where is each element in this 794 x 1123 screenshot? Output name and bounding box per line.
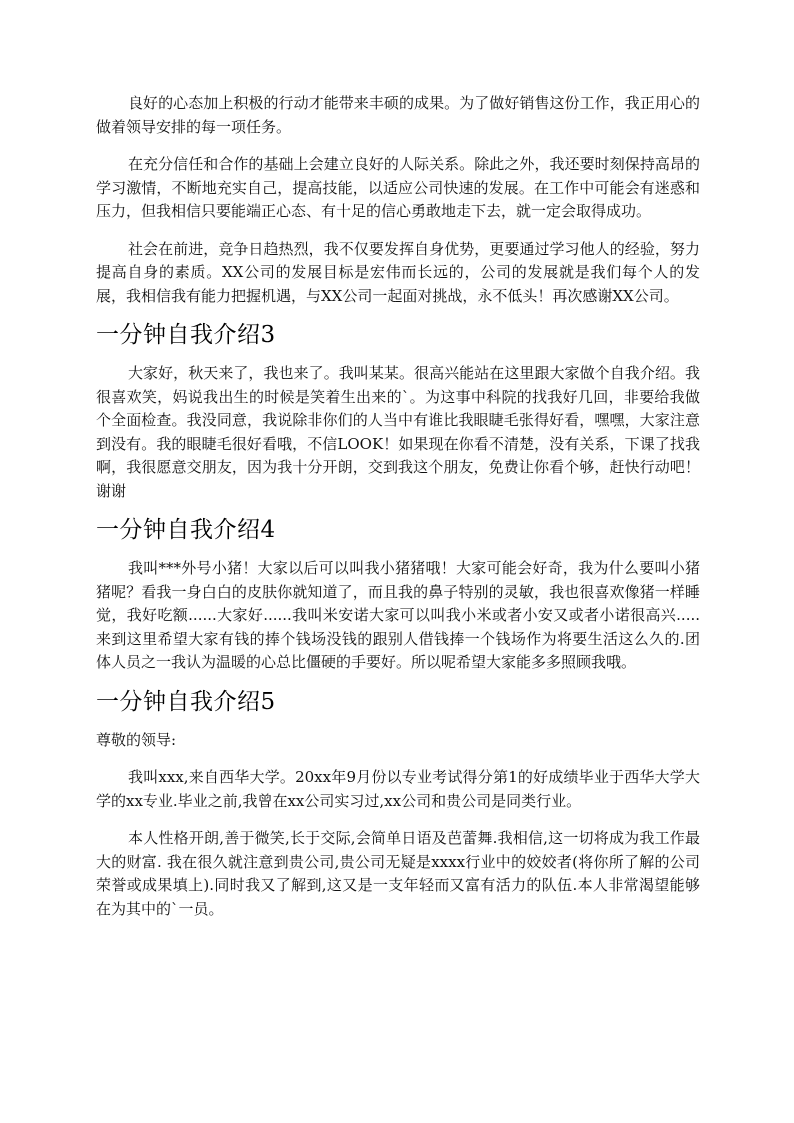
paragraph-personality: 本人性格开朗,善于微笑,长于交际,会简单日语及芭蕾舞.我相信,这一切将成为我工作最大的财富. 我在很久就注意到贵公司,贵公司无疑是xxxx行业中的姣姣者(将你所了解的公司荣誉或成果填上).同时我又了解到,这又是一支年轻而又富有活力的队伍.本人非常渴望能够在为其中的`一员。 <box>96 829 700 918</box>
heading-self-intro-4: 一分钟自我介绍4 <box>96 517 276 543</box>
paragraph-sales-attitude: 良好的心态加上积极的行动才能带来丰硕的成果。为了做好销售这份工作，我正用心的做着领导安排的每一项任务。 <box>96 94 700 136</box>
paragraph-education: 我叫xxx,来自西华大学。20xx年9月份以专业考试得分第1的好成绩毕业于西华大学大学的xx专业.毕业之前,我曾在xx公司实习过,xx公司和贵公司是同类行业。 <box>96 768 700 810</box>
paragraph-relationships: 在充分信任和合作的基础上会建立良好的人际关系。除此之外，我还要时刻保持高昂的学习激情，不断地充实自己，提高技能，以适应公司快速的发展。在工作中可能会有迷惑和压力，但我相信只要能端正心态、有十足的信心勇敢地走下去，就一定会取得成功。 <box>96 155 700 220</box>
paragraph-self-intro-3: 大家好，秋天来了，我也来了。我叫某某。很高兴能站在这里跟大家做个自我介绍。我很喜欢笑，妈说我出生的时候是笑着生出来的`。为这事中科院的找我好几回，非要给我做个全面检查。我没同意，我说除非你们的人当中有谁比我眼睫毛张得好看，嘿嘿，大家注意到没有。我的眼睫毛很好看哦，不信LOOK！如果现在你看不清楚，没有关系，下课了找我啊，我很愿意交朋友，因为我十分开朗，交到我这个朋友，免费让你看个够，赶快行动吧！谢谢 <box>96 364 700 500</box>
salutation: 尊敬的领导: <box>96 730 177 749</box>
paragraph-society-progress: 社会在前进，竞争日趋热烈，我不仅要发挥自身优势，更要通过学习他人的经验，努力提高自身的素质。XX公司的发展目标是宏伟而长远的，公司的发展就是我们每个人的发展，我相信我有能力把握机遇，与XX公司一起面对挑战，永不低头！再次感谢XX公司。 <box>96 239 700 305</box>
document-page <box>96 92 700 921</box>
heading-self-intro-3: 一分钟自我介绍3 <box>96 322 276 348</box>
heading-self-intro-5: 一分钟自我介绍5 <box>96 688 276 715</box>
paragraph-self-intro-4: 我叫***外号小猪！大家以后可以叫我小猪猪哦！大家可能会好奇，我为什么要叫小猪猪呢？看我一身白白的皮肤你就知道了，而且我的鼻子特别的灵敏，我也很喜欢像猪一样睡觉，我好吃额......大家好......我叫米安诺大家可以叫我小米或者小安又或者小诺很高兴.....来到这里希望大家有钱的捧个钱场没钱的跟别人借钱捧一个钱场作为将要生活这么久的.团体人员之一我认为温暖的心总比僵硬的手要好。所以呢希望大家能多多照顾我哦。 <box>96 559 700 671</box>
